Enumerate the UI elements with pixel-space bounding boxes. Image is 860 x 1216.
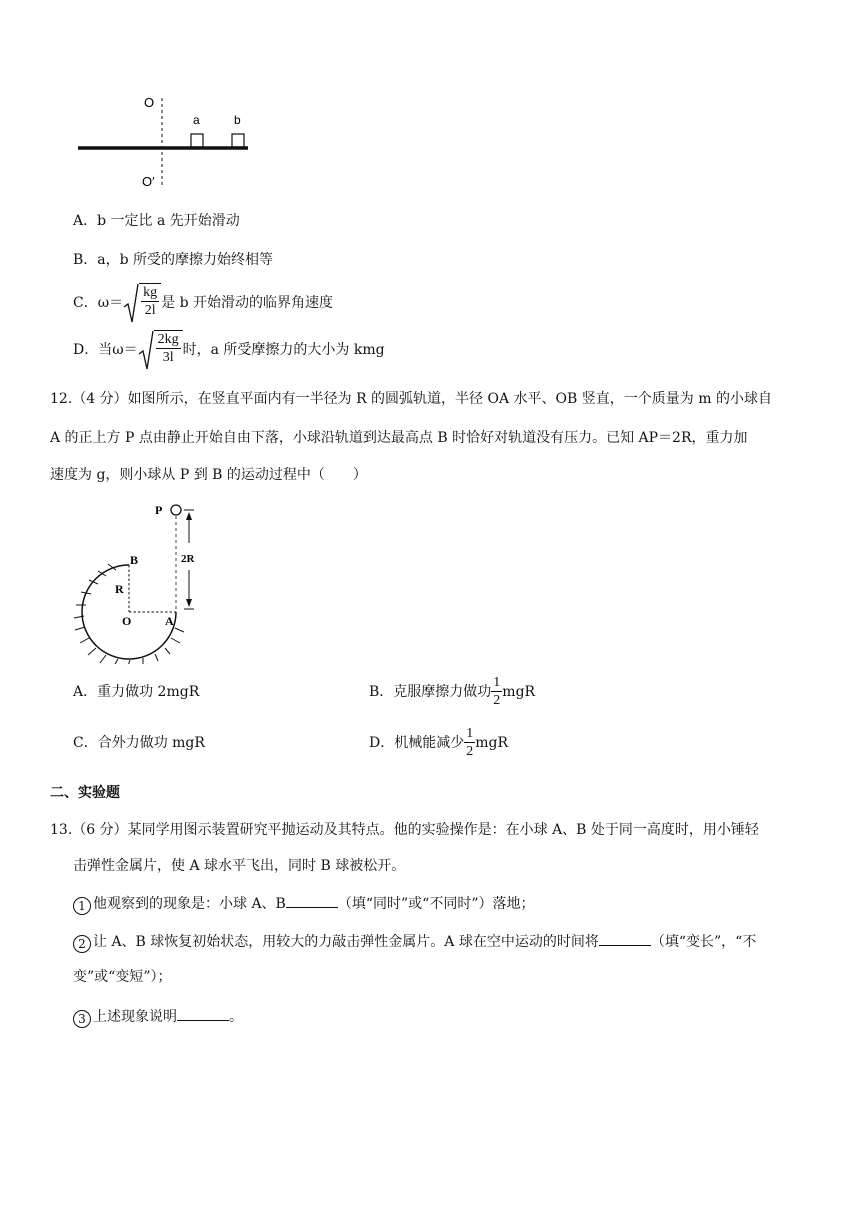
circled-number-2: 2 (73, 935, 91, 953)
b-den: 2 (493, 693, 501, 708)
block-b (232, 134, 244, 147)
q12-line3: 速度为 g，则小球从 P 到 B 的运动过程中（ ） (50, 467, 367, 483)
option-b-suffix: mgR (502, 684, 536, 700)
sub3-text-b: 。 (229, 1009, 243, 1025)
section-title: 二、实验题 (50, 785, 120, 801)
option-c-suffix: 是 b 开始滑动的临界角速度 (161, 295, 334, 311)
block-a (191, 134, 203, 147)
b-num: 1 (493, 675, 501, 690)
label-o: O (144, 95, 155, 110)
ball-p (171, 505, 181, 515)
label-o-prime: O′ (142, 174, 155, 189)
sub1-text-b: （填“同时”或“不同时”）落地； (337, 896, 535, 912)
q13-line2: 击弹性金属片，使 A 球水平飞出，同时 B 球被松开。 (73, 858, 406, 874)
d-num: 2kg (157, 332, 179, 347)
label-2r: 2R (181, 553, 195, 565)
label-r: R (115, 582, 124, 596)
sub2-text-a: 让 A、B 球恢复初始状态，用较大的力敲击弹性金属片。A 球在空中运动的时间将 (93, 934, 599, 950)
label-b: b (234, 113, 241, 127)
q13-line1: 13.（6 分）某同学用图示装置研究平抛运动及其特点。他的实验操作是：在小球 A、B 处于同一高度时，用小锤轻 (50, 822, 759, 838)
blank-3[interactable] (177, 1006, 229, 1021)
disk-figure (70, 88, 260, 192)
blank-2[interactable] (599, 931, 651, 946)
q11-option-d (73, 330, 385, 370)
sqrt-c (123, 283, 161, 323)
q12-option-d (369, 727, 508, 759)
q12-line1: 12.（4 分）如图所示，在竖直平面内有一半径为 R 的圆弧轨道，半径 OA 水平、OB 竖直，一个质量为 m 的小球自 (50, 391, 772, 407)
q13-sub2 (73, 931, 756, 953)
arrow-head-up-icon (186, 512, 192, 520)
c-num: kg (143, 285, 158, 300)
option-b-prefix: B．克服摩擦力做功 (369, 684, 492, 700)
option-d-suffix: 时，a 所受摩擦力的大小为 kmg (182, 342, 385, 358)
option-d-suffix: mgR (475, 735, 509, 751)
d2-den: 2 (466, 744, 474, 759)
option-c-prefix: C．ω＝ (73, 295, 124, 311)
arrow-head-down-icon (186, 599, 192, 607)
label-o: O (122, 614, 132, 628)
option-d-prefix: D．机械能减少 (369, 735, 465, 751)
label-p: P (155, 503, 163, 517)
label-b: B (130, 553, 139, 567)
label-a: a (193, 113, 200, 127)
track-figure (66, 498, 226, 664)
q12-line2: A 的正上方 P 点由静止开始自由下落，小球沿轨道到达最高点 B 时恰好对轨道没有压力。已知 AP＝2R，重力加 (50, 430, 748, 446)
c-den: 2l (144, 303, 156, 318)
blank-1[interactable] (286, 893, 338, 908)
q11-option-c (73, 283, 333, 323)
circled-number-3: 3 (73, 1010, 91, 1028)
circled-number-1: 1 (73, 897, 91, 915)
q13-sub1 (73, 893, 535, 915)
q11-option-a: A．b 一定比 a 先开始滑动 (73, 213, 240, 229)
q12-option-b (369, 676, 535, 708)
q12-option-a: A．重力做功 2mgR (73, 684, 200, 700)
label-a: A (165, 614, 174, 628)
option-d-prefix: D．当ω＝ (73, 342, 138, 358)
sqrt-d (138, 330, 183, 370)
q13-sub2-line2: 变”或“变短”）； (73, 969, 172, 985)
q13-sub3 (73, 1006, 243, 1028)
d2-num: 1 (466, 726, 474, 741)
sub1-text-a: 他观察到的现象是：小球 A、B (93, 896, 286, 912)
q12-option-c: C．合外力做功 mgR (73, 735, 205, 751)
sub3-text-a: 上述现象说明 (93, 1009, 177, 1025)
d-den: 3l (162, 350, 174, 365)
sub2-text-b: （填“变长”，“不 (650, 934, 757, 950)
q11-option-b: B．a，b 所受的摩擦力始终相等 (73, 252, 274, 268)
